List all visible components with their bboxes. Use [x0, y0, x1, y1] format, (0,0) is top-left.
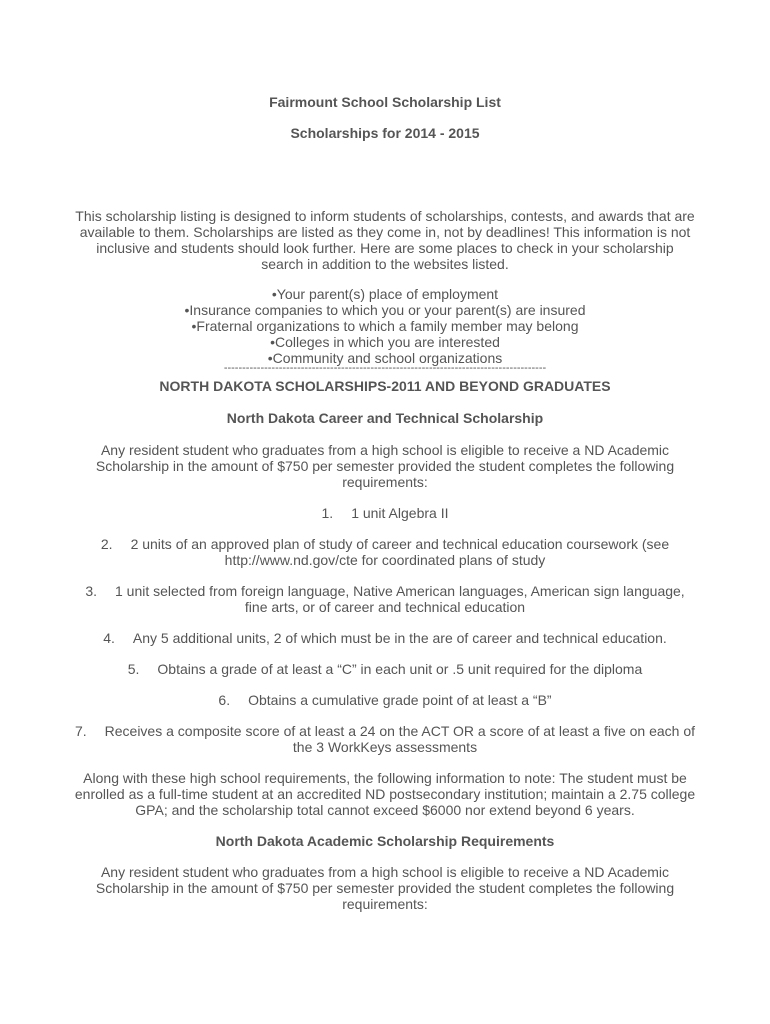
- paragraph-line: Scholarship in the amount of $750 per semester provided the student completes the following: [95, 880, 675, 896]
- requirement-7: [30, 723, 740, 755]
- requirement-text: 2 units of an approved plan of study of career and technical education coursework (see: [130, 536, 670, 552]
- requirement-5: [60, 661, 710, 677]
- requirement-number: 1.: [321, 505, 334, 521]
- requirement-number: 4.: [103, 630, 115, 646]
- intro-line: search in addition to the websites listed.: [261, 256, 509, 272]
- requirement-1: [60, 505, 710, 521]
- academic-heading: North Dakota Academic Scholarship Requirements: [215, 833, 555, 849]
- requirement-text: Any 5 additional units, 2 of which must be in the are of career and technical education.: [132, 630, 667, 646]
- note-paragraph: [40, 770, 730, 818]
- requirement-number: 6.: [218, 692, 231, 708]
- section-heading: NORTH DAKOTA SCHOLARSHIPS-2011 AND BEYOND GRADUATES: [159, 378, 611, 394]
- list-item: •Insurance companies to which you or your parent(s) are insured: [184, 302, 586, 318]
- paragraph-line: Any resident student who graduates from a high school is eligible to receive a ND Academic: [100, 442, 670, 458]
- requirement-3: [30, 583, 740, 615]
- requirement-2: [60, 536, 710, 568]
- career-paragraph: [60, 442, 710, 490]
- intro-line: This scholarship listing is designed to inform students of scholarships, contests, and awards that are: [75, 208, 695, 224]
- requirement-number: 7.: [74, 723, 87, 739]
- paragraph-line: enrolled as a full-time student at an accredited ND postsecondary institution; maintain a 2.75 college: [74, 786, 696, 802]
- requirement-number: 5.: [127, 661, 140, 677]
- paragraph-line: Scholarship in the amount of $750 per semester provided the student completes the following: [95, 458, 675, 474]
- requirement-text: 1 unit Algebra II: [351, 505, 449, 521]
- list-item: •Your parent(s) place of employment: [271, 286, 499, 302]
- list-item: •Colleges in which you are interested: [270, 334, 500, 350]
- requirement-text: Receives a composite score of at least a 24 on the ACT OR a score of at least a five on each of: [104, 723, 696, 739]
- career-heading: North Dakota Career and Technical Scholarship: [226, 410, 544, 426]
- requirement-text-cont: the 3 WorkKeys assessments: [292, 739, 478, 755]
- requirement-text: 1 unit selected from foreign language, Native American languages, American sign language,: [115, 583, 685, 599]
- requirement-number: 3.: [85, 583, 97, 599]
- list-item: •Fraternal organizations to which a family member may belong: [191, 318, 579, 334]
- requirement-6: [60, 692, 710, 708]
- list-item: •Community and school organizations: [267, 350, 503, 366]
- requirement-4: [60, 630, 710, 646]
- divider: ----------------------------------------------------------------------------------------: [223, 362, 547, 374]
- places-list: [60, 286, 710, 366]
- paragraph-line: Along with these high school requirements, the following information to note: The student must be: [83, 770, 687, 786]
- intro-line: available to them. Scholarships are listed as they come in, not by deadlines! This information is not: [79, 224, 691, 240]
- requirement-text: Obtains a grade of at least a “C” in each unit or .5 unit required for the diploma: [157, 661, 643, 677]
- academic-paragraph: [60, 864, 710, 912]
- requirement-text-cont: fine arts, or of career and technical education: [244, 599, 526, 615]
- requirement-text-cont: http://www.nd.gov/cte for coordinated plans of study: [224, 552, 546, 568]
- paragraph-line: Any resident student who graduates from a high school is eligible to receive a ND Academic: [100, 864, 670, 880]
- paragraph-line: requirements:: [342, 896, 428, 912]
- paragraph-line: GPA; and the scholarship total cannot exceed $6000 nor extend beyond 6 years.: [135, 802, 635, 818]
- requirement-text: Obtains a cumulative grade point of at least a “B”: [248, 692, 552, 708]
- paragraph-line: requirements:: [342, 474, 428, 490]
- document-title: Fairmount School Scholarship List: [269, 94, 501, 110]
- document-subtitle: Scholarships for 2014 - 2015: [290, 125, 480, 141]
- intro-line: inclusive and students should look further. Here are some places to check in your scholarship: [96, 240, 674, 256]
- requirement-number: 2.: [100, 536, 113, 552]
- intro-paragraph: [40, 208, 730, 272]
